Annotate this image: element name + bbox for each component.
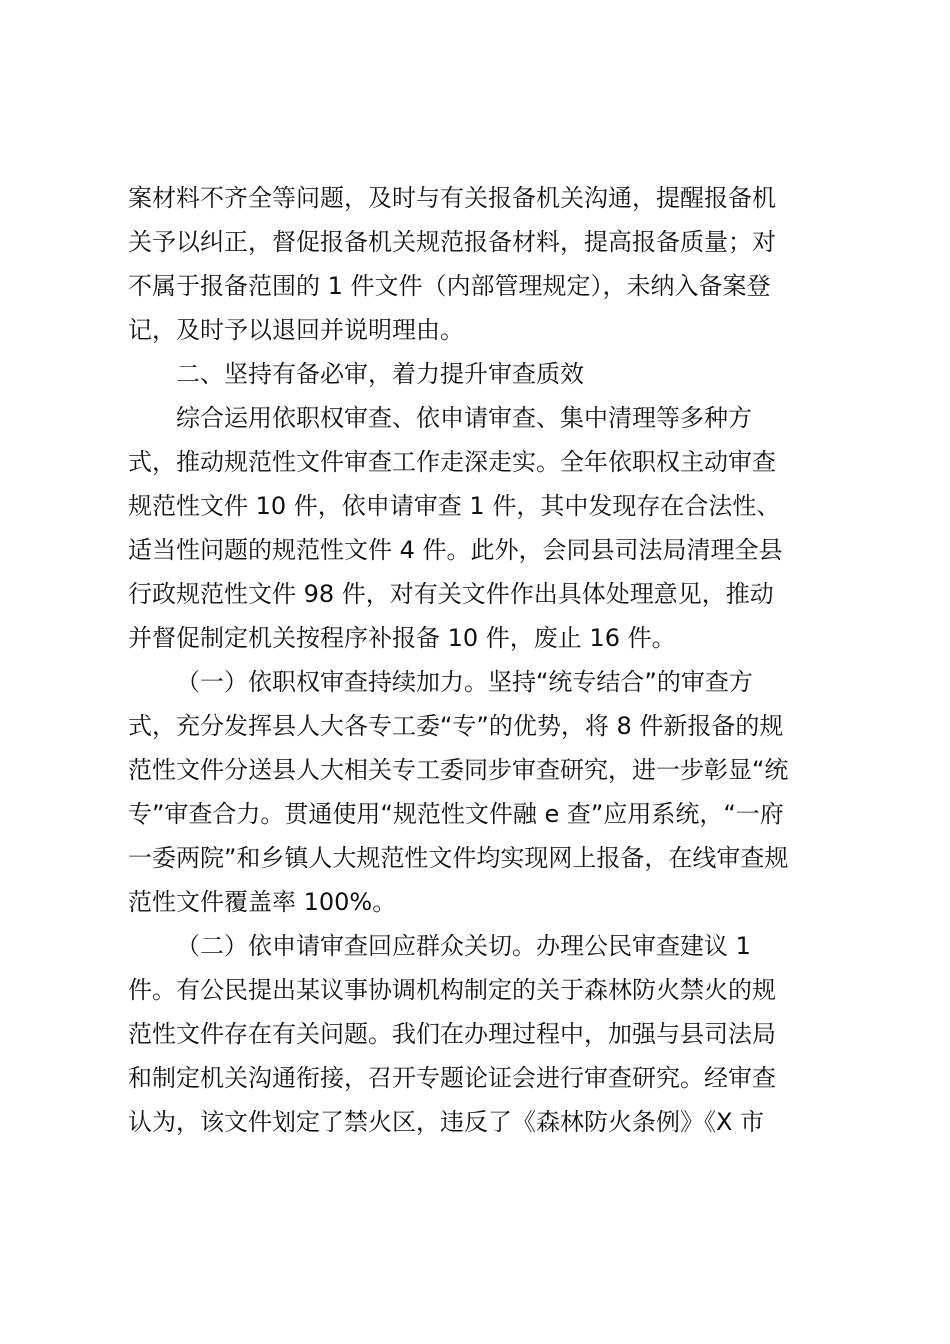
- text-line: 式，充分发挥县人大各专工委“专”的优势，将 8 件新报备的规: [128, 712, 784, 740]
- text-line: 件。有公民提出某议事协调机构制定的关于森林防火禁火的规: [128, 976, 776, 1004]
- text-line: 适当性问题的规范性文件 4 件。此外，会同县司法局清理全县: [128, 536, 783, 564]
- paragraph-first-line: （一）依职权审查持续加力。坚持“统专结合”的审查方: [176, 668, 753, 696]
- text-line: 行政规范性文件 98 件，对有关文件作出具体处理意见，推动: [128, 580, 774, 608]
- text-line: 关予以纠正，督促报备机关规范报备材料，提高报备质量；对: [128, 228, 776, 256]
- text-line: 一委两院”和乡镇人大规范性文件均实现网上报备，在线审查规: [128, 844, 789, 872]
- text-line: 和制定机关沟通衔接，召开专题论证会进行审查研究。经审查: [128, 1064, 776, 1092]
- text-line: 范性文件存在有关问题。我们在办理过程中，加强与县司法局: [128, 1020, 776, 1048]
- text-line: 认为，该文件划定了禁火区，违反了《森林防火条例》《X 市: [128, 1108, 765, 1136]
- text-line: 式，推动规范性文件审查工作走深走实。全年依职权主动审查: [128, 448, 776, 476]
- text-line: 并督促制定机关按程序补报备 10 件，废止 16 件。: [128, 624, 676, 652]
- text-line: 记，及时予以退回并说明理由。: [128, 316, 464, 344]
- text-line: 范性文件覆盖率 100%。: [128, 888, 397, 916]
- text-line: 不属于报备范围的 1 件文件（内部管理规定），未纳入备案登: [128, 272, 771, 300]
- text-line: 规范性文件 10 件，依申请审查 1 件，其中发现存在合法性、: [128, 492, 781, 520]
- text-line: 范性文件分送县人大相关专工委同步审查研究，进一步彰显“统: [128, 756, 789, 784]
- text-line: 案材料不齐全等问题，及时与有关报备机关沟通，提醒报备机: [128, 184, 776, 212]
- text-line: 专”审查合力。贯通使用“规范性文件融 e 查”应用系统，“一府: [128, 800, 784, 828]
- paragraph-first-line: 综合运用依职权审查、依申请审查、集中清理等多种方: [176, 404, 752, 432]
- section-heading: 二、坚持有备必审，着力提升审查质效: [176, 360, 584, 388]
- paragraph-first-line: （二）依申请审查回应群众关切。办理公民审查建议 1: [176, 932, 751, 960]
